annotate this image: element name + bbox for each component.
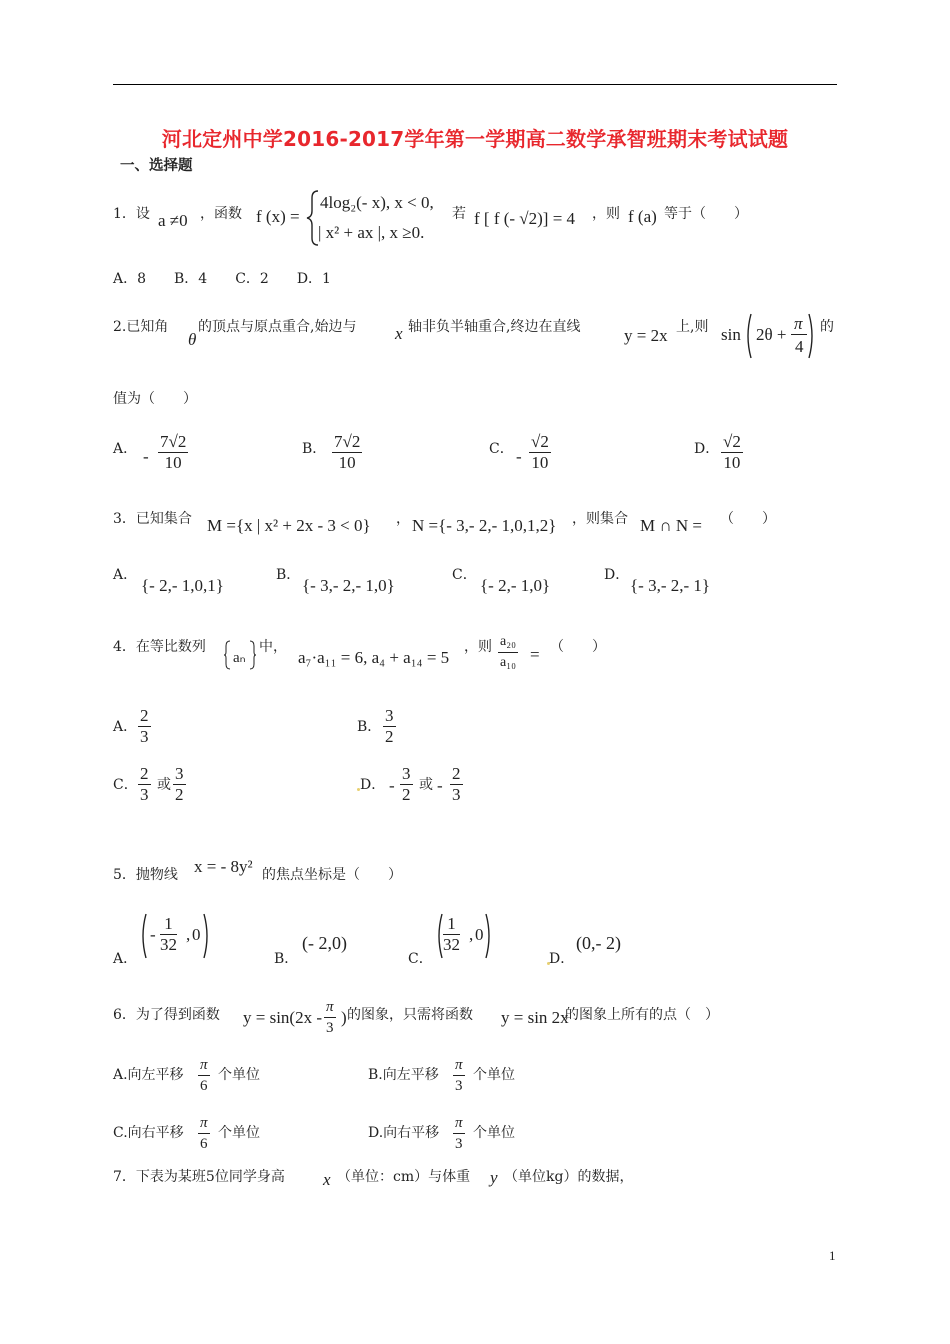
math-intersection: M ∩ N = [640,516,703,535]
math-set-n: N ={- 3,- 2,- 1,0,1,2} [412,516,557,535]
math-case-1: 4log₂(- x), x < 0, [320,193,434,212]
option-a-fraction: $\frac{\pi}{6}$ [200,1057,208,1094]
option-a-fraction: $\frac{2}{3}$ [140,706,149,746]
right-paren-icon [202,912,212,960]
option-d-fraction-2: $\frac{2}{3}$ [452,764,461,804]
math-fa: f (a) [628,207,657,226]
option-d-fraction: $\frac{√2}{10}$ [723,432,741,472]
page-number: 1 [829,1248,836,1263]
option-c-fraction-2: $\frac{3}{2}$ [175,764,184,804]
math-line: y = 2x [624,326,668,345]
option-c-fraction: $\frac{√2}{10}$ [531,432,549,472]
option-b-fraction: $\frac{3}{2}$ [385,706,394,746]
math-parabola: x = - 8y² [194,857,253,876]
option-b-fraction: $\frac{\pi}{3}$ [455,1057,463,1094]
math-case-2: | x² + ax |, x ≥0. [318,223,425,242]
math-target-func: y = sin(2x - [243,1008,322,1027]
math-condition: f [ f (- √2)] = 4 [474,209,576,228]
section-heading: 一、选择题 [120,158,193,174]
header-rule [113,84,837,85]
ratio-fraction: $\frac{\text{a₂₀}}{\text{a₁₀}}$ [500,634,516,670]
left-paren-icon [138,912,148,960]
left-paren-icon [743,312,753,360]
math-set-m: M ={x | x² + 2x - 3 < 0} [207,516,371,535]
option-c-fraction: $\frac{1}{32}$ [443,914,460,954]
right-paren-icon [484,912,494,960]
right-paren-icon [807,312,817,360]
document-title: 河北定州中学2016-2017学年第一学期高二数学承智班期末考试试题 [161,127,789,151]
option-a-fraction: $\frac{7√2}{10}$ [160,432,187,472]
math-fx: f (x) = [256,207,300,226]
right-brace-icon [249,640,257,670]
option-d-fraction-1: $\frac{3}{2}$ [402,764,411,804]
pi-over-3: $\frac{\pi}{3}$ [326,999,334,1036]
option-a-fraction: $\frac{1}{32}$ [160,914,177,954]
left-brace-icon [223,640,231,670]
option-c-fraction: $\frac{\pi}{6}$ [200,1115,208,1152]
math-source-func: y = sin 2x [501,1008,569,1027]
q1-options: A．8 B．4 C．2 D．1 [113,271,331,287]
option-b-fraction: $\frac{7√2}{10}$ [334,432,361,472]
option-d-fraction: $\frac{\pi}{3}$ [455,1115,463,1152]
fraction-bar [791,334,807,335]
option-c-fraction-1: $\frac{2}{3}$ [140,764,149,804]
math-a-neq-0: a ≠0 [158,211,188,230]
math-condition: a₇·a₁₁ = 6, a₄ + a₁₄ = 5 [298,648,450,667]
